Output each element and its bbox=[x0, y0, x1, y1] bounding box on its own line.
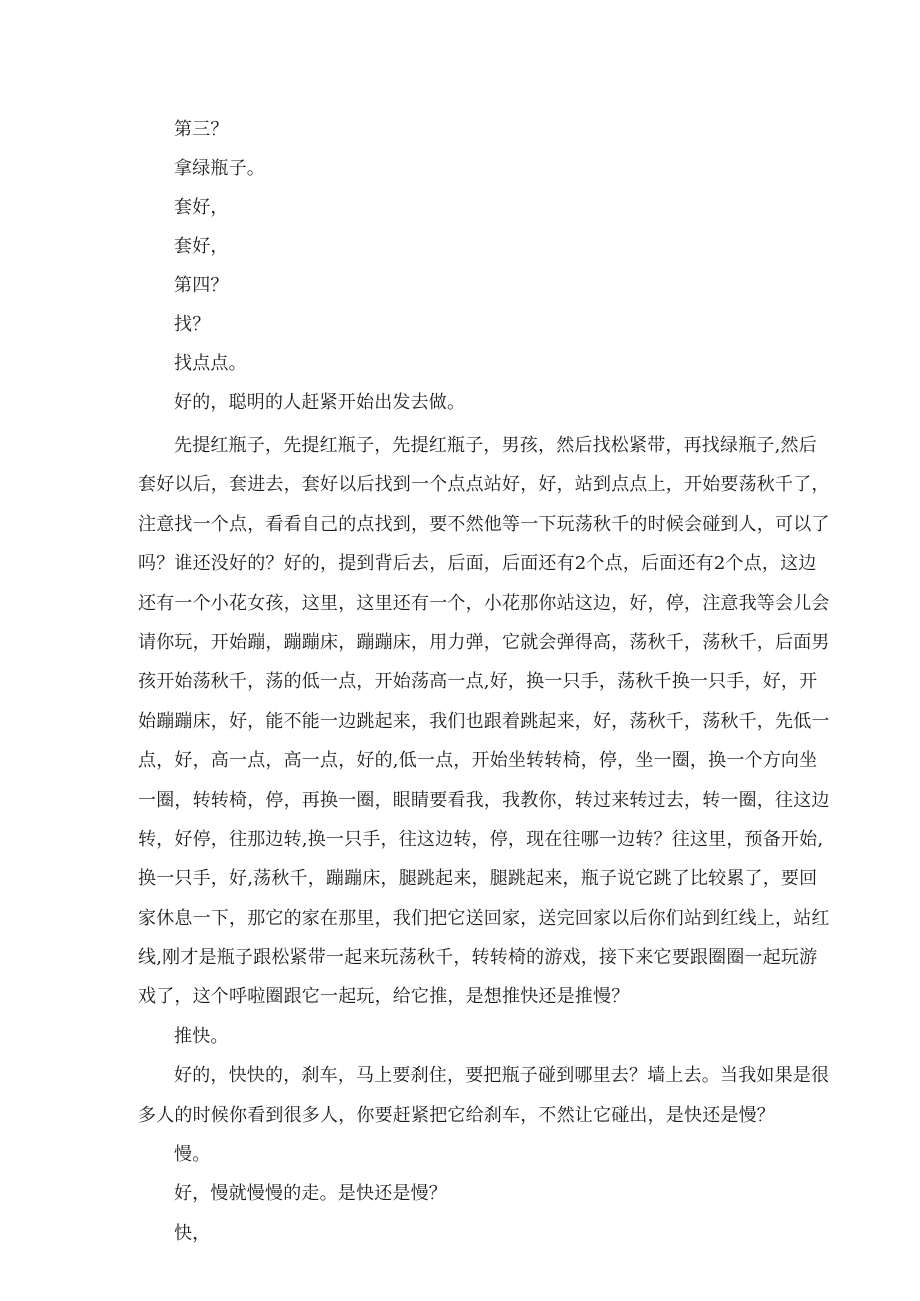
paragraph-line: 点，好，高一点，高一点，好的,低一点，开始坐转转椅，停，坐一圈，换一个方向坐 bbox=[138, 750, 818, 772]
paragraph-line: 请你玩，开始蹦，蹦蹦床，蹦蹦床，用力弹，它就会弹得高，荡秋千，荡秋千，后面男 bbox=[138, 631, 830, 653]
paragraph-line: 换一只手，好,荡秋千，蹦蹦床，腿跳起来，腿跳起来，瓶子说它跳了比较累了，要回 bbox=[138, 868, 818, 890]
answer-text: 慢。 bbox=[174, 1144, 211, 1166]
paragraph-line: 始蹦蹦床，好，能不能一边跳起来，我们也跟着跳起来，好，荡秋千，荡秋千，先低一 bbox=[138, 710, 830, 732]
dialogue-line: 拿绿瓶子。 bbox=[174, 158, 265, 179]
answer-line bbox=[138, 1017, 798, 1056]
dialogue-line: 第三？ bbox=[174, 119, 229, 140]
paragraph-line: 家休息一下，那它的家在那里，我们把它送回家，送完回家以后你们站到红线上，站红 bbox=[138, 907, 830, 929]
paragraph-line: 还有一个小花女孩，这里，这里还有一个，小花那你站这边，好，停，注意我等会儿会 bbox=[138, 592, 830, 614]
dialogue-line: 找？ bbox=[174, 314, 211, 335]
paragraph-line: 孩开始荡秋千，荡的低一点，开始荡高一点,好，换一只手，荡秋千换一只手，好，开 bbox=[138, 671, 818, 693]
document-body bbox=[138, 114, 830, 1253]
dialogue-line: 套好， bbox=[174, 236, 229, 257]
paragraph-line: 转，好停，往那边转,换一只手，往这边转，停，现在往哪一边转？往这里，预备开始, bbox=[138, 828, 824, 850]
second-paragraph bbox=[138, 1056, 830, 1135]
dialogue-block bbox=[138, 1174, 798, 1213]
paragraph-line: 吗？谁还没好的？好的，提到背后去，后面，后面还有2个点，后面还有2个点，这边 bbox=[138, 553, 817, 575]
answer-text: 快， bbox=[174, 1222, 211, 1244]
paragraph-line: 戏了，这个呼啦圈跟它一起玩，给它推，是想推快还是推慢？ bbox=[138, 986, 630, 1008]
dialogue-line: 套好， bbox=[174, 197, 229, 218]
dialogue-text: 好，慢就慢慢的走。是快还是慢？ bbox=[174, 1183, 447, 1205]
paragraph-line: 多人的时候你看到很多人，你要赶紧把它给刹车，不然让它碰出，是快还是慢？ bbox=[138, 1104, 775, 1126]
answer-line bbox=[138, 1135, 798, 1174]
paragraph-line: 一圈，转转椅，停，再换一圈，眼睛要看我，我教你，转过来转过去，转一圈，往这边 bbox=[138, 789, 830, 811]
dialogue-line: 找点点。 bbox=[174, 353, 247, 374]
main-paragraph bbox=[138, 426, 830, 1017]
paragraph-line: 线,刚才是瓶子跟松紧带一起来玩荡秋千，转转椅的游戏，接下来它要跟圈圈一起玩游 bbox=[138, 947, 818, 969]
dialogue-line: 第四？ bbox=[174, 275, 229, 296]
paragraph-line: 注意找一个点，看看自己的点找到，要不然他等一下玩荡秋千的时候会碰到人，可以了 bbox=[138, 513, 830, 535]
answer-text: 推快。 bbox=[174, 1025, 229, 1047]
paragraph-line: 套好以后，套进去，套好以后找到一个点点站好，好，站到点点上，开始要荡秋千了， bbox=[138, 474, 830, 496]
paragraph-line: 好的，快快的，刹车，马上要刹住，要把瓶子碰到哪里去？墙上去。当我如果是很 bbox=[174, 1065, 830, 1087]
answer-line bbox=[138, 1214, 798, 1253]
paragraph-line: 先提红瓶子，先提红瓶子，先提红瓶子，男孩，然后找松紧带，再找绿瓶子,然后 bbox=[174, 435, 817, 456]
dialogue-line: 好的，聪明的人赶紧开始出发去做。 bbox=[174, 392, 466, 413]
